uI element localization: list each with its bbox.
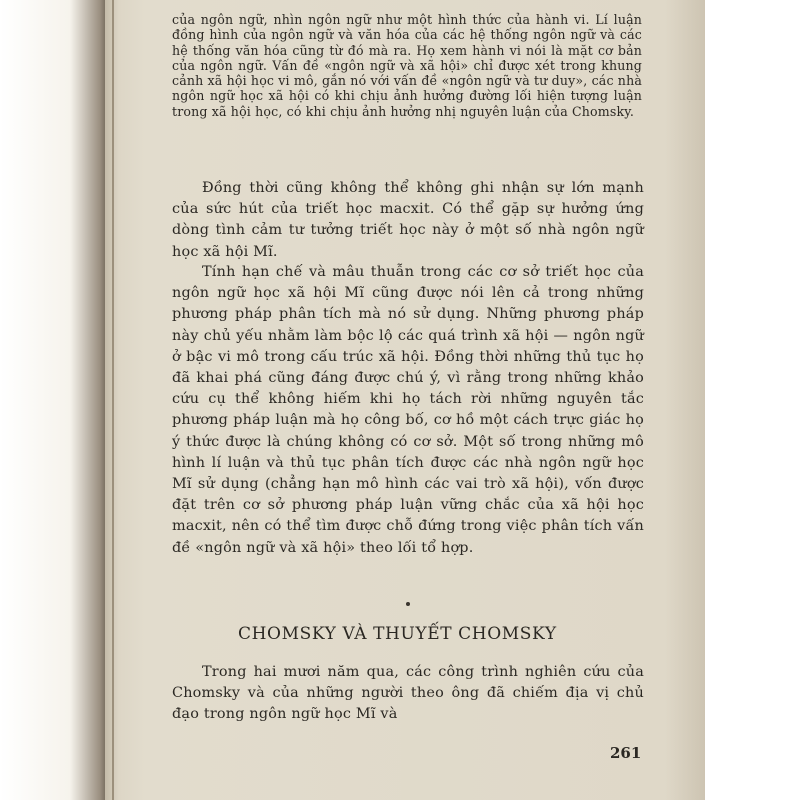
section-heading: CHOMSKY VÀ THUYẾT CHOMSKY — [238, 624, 557, 644]
page-binding-edge — [112, 0, 114, 800]
paragraph-2: Đồng thời cũng không thể không ghi nhận sự lớn mạnh của sức hút của triết học macxit. Có thể gặp sự hưởng ứng dòng tình cảm tư tưởng triết học này ở một số nhà ngôn ngữ học xã hội Mĩ. — [172, 180, 644, 260]
left-background — [0, 0, 110, 800]
section-divider-dot — [406, 602, 410, 606]
paragraph-4: Trong hai mươi năm qua, các công trình nghiên cứu của Chomsky và của những người theo ông đã chiếm địa vị chủ đạo trong ngôn ngữ học Mĩ và — [172, 664, 644, 723]
page-number: 261 — [610, 744, 642, 762]
paragraph-3: Tính hạn chế và mâu thuẫn trong các cơ sở triết học của ngôn ngữ học xã hội Mĩ cũng được nói lên cả trong những phương pháp phân tích mà nó sử dụng. Những phương pháp này chủ yếu nhằm làm bộc lộ các quá trình xã hội — ngôn ngữ ở bậc vi mô trong cấu trúc xã hội. Đồng thời những thủ tục họ đã khai phá cũng đáng được chú ý, vì rằng trong những khảo cứu cụ thể không hiếm khi họ tách rời những nguyên tắc phương pháp luận mà họ công bố, cơ hồ một cách trực giác họ ý thức được là chúng không có cơ sở. Một số trong những mô hình lí luận và thủ tục phân tích được các nhà ngôn ngữ học Mĩ sử dụng (chẳng hạn mô hình các vai trò xã hội), vốn được đặt trên cơ sở phương pháp luận vững chắc của xã hội học macxit, nên có thể tìm được chỗ đứng trong việc phân tích vấn đề «ngôn ngữ và xã hội» theo lối tổ hợp. — [172, 264, 644, 556]
right-background — [705, 0, 800, 800]
paragraph-1: của ngôn ngữ, nhìn ngôn ngữ như một hình thức của hành vi. Lí luận đồng hình của ngôn ngữ và văn hóa của các hệ thống ngôn ngữ và các hệ thống văn hóa cũng từ đó mà ra. Họ xem hành vi nói là mặt cơ bản của ngôn ngữ. Vấn đề «ngôn ngữ và xã hội» chỉ được xét trong khung cảnh xã hội học vi mô, gắn nó với vấn đề «ngôn ngữ và tư duy», các nhà ngôn ngữ học xã hội có khi chịu ảnh hưởng đường lối hiện tượng luận trong xã hội học, có khi chịu ảnh hưởng nhị nguyên luận của Chomsky. — [172, 12, 642, 119]
